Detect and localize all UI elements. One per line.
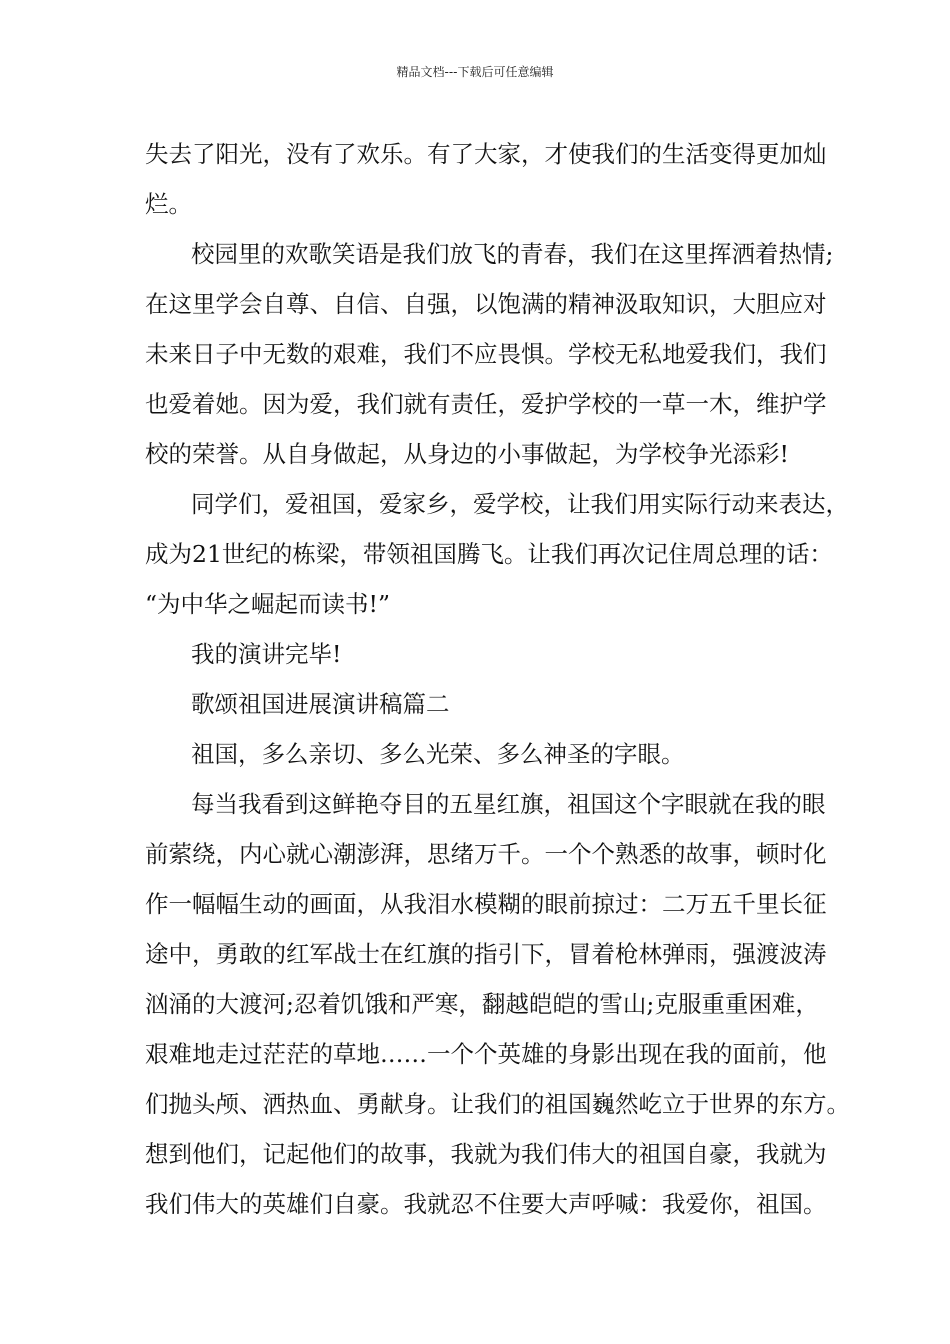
quote-line: “为中华之崛起而读书!”: [145, 590, 390, 618]
body-line: 途中，勇敢的红军战士在红旗的指引下，冒着枪林弹雨，强渡波涛: [145, 940, 827, 968]
body-line: 我们伟大的英雄们自豪。我就忍不住要大声呼喊：我爱你，祖国。: [145, 1190, 827, 1218]
paragraph-start-line: 同学们，爱祖国，爱家乡，爱学校，让我们用实际行动来表达，: [191, 490, 849, 518]
body-line: 想到他们，记起他们的故事，我就为我们伟大的祖国自豪，我就为: [145, 1140, 827, 1168]
body-line: 也爱着她。因为爱，我们就有责任，爱护学校的一草一木，维护学: [145, 390, 827, 418]
body-line: 未来日子中无数的艰难，我们不应畏惧。学校无私地爱我们，我们: [145, 340, 827, 368]
body-line: 们抛头颅、洒热血、勇献身。让我们的祖国巍然屹立于世界的东方。: [145, 1090, 850, 1118]
body-line: 艰难地走过茫茫的草地……一个个英雄的身影出现在我的面前，他: [145, 1040, 827, 1068]
closing-line: 我的演讲完毕!: [191, 640, 342, 668]
body-line: 失去了阳光，没有了欢乐。有了大家，才使我们的生活变得更加灿: [145, 140, 827, 168]
paragraph-start-line: 祖国，多么亲切、多么光荣、多么神圣的字眼。: [191, 740, 685, 768]
section-title: 歌颂祖国进展演讲稿篇二: [191, 690, 450, 718]
body-line: 汹涌的大渡河;忍着饥饿和严寒，翻越皑皑的雪山;克服重重困难，: [145, 990, 819, 1018]
body-line: 校的荣誉。从自身做起，从身边的小事做起，为学校争光添彩!: [145, 440, 789, 468]
body-line: 成为21世纪的栋梁，带领祖国腾飞。让我们再次记住周总理的话：: [145, 540, 833, 568]
body-line: 前萦绕，内心就心潮澎湃，思绪万千。一个个熟悉的故事，顿时化: [145, 840, 827, 868]
body-line: 烂。: [145, 190, 192, 218]
page-header: 精品文档---下载后可任意编辑: [396, 65, 554, 79]
document-body: [145, 129, 850, 1229]
body-line: 作一幅幅生动的画面，从我泪水模糊的眼前掠过：二万五千里长征: [145, 890, 827, 918]
body-line: 在这里学会自尊、自信、自强，以饱满的精神汲取知识，大胆应对: [145, 290, 827, 318]
paragraph-start-line: 每当我看到这鲜艳夺目的五星红旗，祖国这个字眼就在我的眼: [191, 790, 826, 818]
paragraph-start-line: 校园里的欢歌笑语是我们放飞的青春，我们在这里挥洒着热情;: [191, 240, 834, 268]
